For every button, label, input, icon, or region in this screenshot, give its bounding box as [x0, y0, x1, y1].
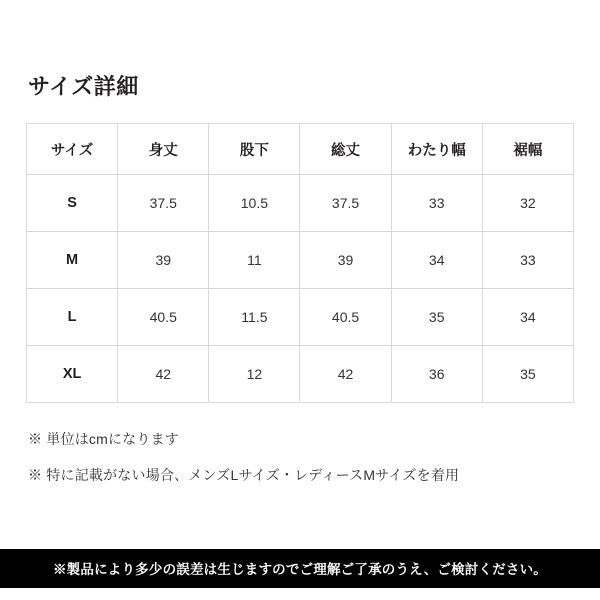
content-area	[26, 70, 574, 501]
cell-hem-width: 35	[482, 346, 573, 403]
cell-inseam: 11	[209, 232, 300, 289]
table-body	[27, 175, 574, 403]
column-header-thigh-width: わたり幅	[391, 124, 482, 175]
page-title: サイズ詳細	[28, 74, 139, 99]
column-header-size: サイズ	[27, 124, 118, 175]
column-header-inseam: 股下	[209, 124, 300, 175]
note-model-size: ※ 特に記載がない場合、メンズLサイズ・レディースMサイズを着用	[28, 467, 460, 483]
cell-total-length: 39	[300, 232, 391, 289]
disclaimer-bar: ※製品により多少の誤差は生じますのでご理解ご了承のうえ、ご検討ください。	[0, 549, 600, 588]
cell-inseam: 10.5	[209, 175, 300, 232]
row-header-size: XL	[27, 346, 118, 403]
cell-hem-width: 34	[482, 289, 573, 346]
table-row	[27, 289, 574, 346]
notes-list	[26, 429, 574, 485]
cell-total-length: 40.5	[300, 289, 391, 346]
cell-thigh-width: 34	[391, 232, 482, 289]
row-header-size: M	[27, 232, 118, 289]
note-unit: ※ 単位はcmになります	[28, 431, 179, 447]
cell-body-length: 37.5	[118, 175, 209, 232]
cell-total-length: 42	[300, 346, 391, 403]
size-table	[26, 123, 574, 403]
row-header-size: S	[27, 175, 118, 232]
cell-thigh-width: 33	[391, 175, 482, 232]
cell-body-length: 42	[118, 346, 209, 403]
table-header	[27, 124, 574, 175]
table-row	[27, 232, 574, 289]
cell-thigh-width: 35	[391, 289, 482, 346]
cell-body-length: 39	[118, 232, 209, 289]
table-row	[27, 346, 574, 403]
cell-body-length: 40.5	[118, 289, 209, 346]
column-header-hem-width: 裾幅	[482, 124, 573, 175]
cell-thigh-width: 36	[391, 346, 482, 403]
cell-total-length: 37.5	[300, 175, 391, 232]
column-header-total-length: 総丈	[300, 124, 391, 175]
cell-hem-width: 33	[482, 232, 573, 289]
row-header-size: L	[27, 289, 118, 346]
cell-inseam: 12	[209, 346, 300, 403]
table-row	[27, 175, 574, 232]
table-header-row	[27, 124, 574, 175]
column-header-body-length: 身丈	[118, 124, 209, 175]
cell-hem-width: 32	[482, 175, 573, 232]
cell-inseam: 11.5	[209, 289, 300, 346]
